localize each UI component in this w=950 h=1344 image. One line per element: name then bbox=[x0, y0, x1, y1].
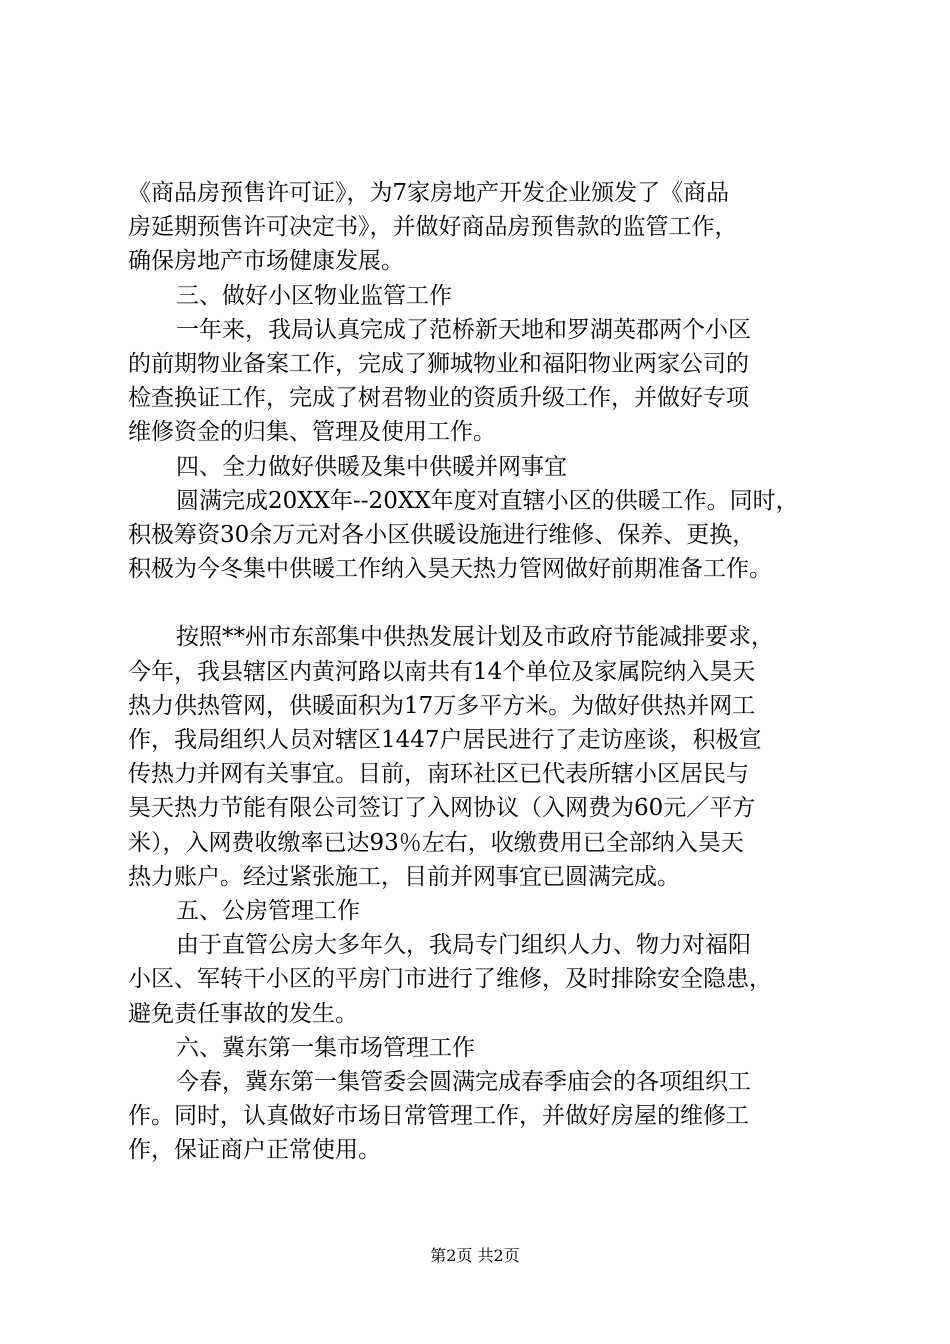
body-line: 昊天热力节能有限公司签订了入网协议（入网费为60元／平方 bbox=[128, 795, 756, 822]
paragraph-first-line: 圆满完成20XX年--20XX年度对直辖小区的供暖工作。同时， bbox=[176, 487, 799, 514]
document-body bbox=[128, 176, 848, 1167]
body-line: 积极为今冬集中供暖工作纳入昊天热力管网做好前期准备工作。 bbox=[128, 556, 772, 583]
body-line: 确保房地产市场健康发展。 bbox=[128, 248, 404, 275]
page-footer bbox=[0, 1244, 950, 1268]
section-heading: 六、冀东第一集市场管理工作 bbox=[176, 1034, 475, 1061]
body-line: 积极筹资30余万元对各小区供暖设施进行维修、保养、更换， bbox=[128, 521, 756, 548]
body-line: 作。同时，认真做好市场日常管理工作，并做好房屋的维修工 bbox=[128, 1103, 749, 1130]
paragraph-first-line: 一年来，我局认真完成了范桥新天地和罗湖英郡两个小区 bbox=[176, 316, 751, 343]
page-number-label: 第2页 共2页 bbox=[430, 1246, 520, 1265]
body-line: 今年，我县辖区内黄河路以南共有14个单位及家属院纳入昊天 bbox=[128, 658, 756, 685]
body-line: 热力供热管网，供暖面积为17万多平方米。为做好供热并网工 bbox=[128, 692, 756, 719]
body-line: 作，我局组织人员对辖区1447户居民进行了走访座谈，积极宣 bbox=[128, 727, 762, 753]
body-line: 房延期预售许可决定书》，并做好商品房预售款的监管工作， bbox=[128, 214, 738, 241]
body-line: 传热力并网有关事宜。目前，南环社区已代表所辖小区居民与 bbox=[128, 761, 749, 788]
paragraph-first-line: 今春，冀东第一集管委会圆满完成春季庙会的各项组织工 bbox=[176, 1068, 751, 1095]
body-line: 作，保证商户正常使用。 bbox=[128, 1137, 381, 1164]
blank-line bbox=[128, 586, 848, 620]
body-line: 热力账户。经过紧张施工，目前并网事宜已圆满完成。 bbox=[128, 863, 680, 890]
body-line: 避免责任事故的发生。 bbox=[128, 1000, 358, 1027]
body-line: 的前期物业备案工作，完成了狮城物业和福阳物业两家公司的 bbox=[128, 350, 749, 377]
body-line: 检查换证工作，完成了树君物业的资质升级工作，并做好专项 bbox=[128, 385, 749, 412]
section-heading: 四、全力做好供暖及集中供暖并网事宜 bbox=[176, 453, 567, 480]
section-heading: 三、做好小区物业监管工作 bbox=[176, 282, 452, 309]
body-line: 维修资金的归集、管理及使用工作。 bbox=[128, 419, 496, 446]
section-heading: 五、公房管理工作 bbox=[176, 897, 360, 924]
paragraph-first-line: 按照**州市东部集中供热发展计划及市政府节能减排要求， bbox=[176, 624, 774, 651]
body-line: 米），入网费收缴率已达93％左右，收缴费用已全部纳入昊天 bbox=[128, 829, 744, 856]
body-line: 《商品房预售许可证》，为7家房地产开发企业颁发了《商品 bbox=[128, 180, 730, 206]
paragraph-first-line: 由于直管公房大多年久，我局专门组织人力、物力对福阳 bbox=[176, 932, 751, 959]
body-line: 小区、军转干小区的平房门市进行了维修，及时排除安全隐患， bbox=[128, 966, 772, 993]
